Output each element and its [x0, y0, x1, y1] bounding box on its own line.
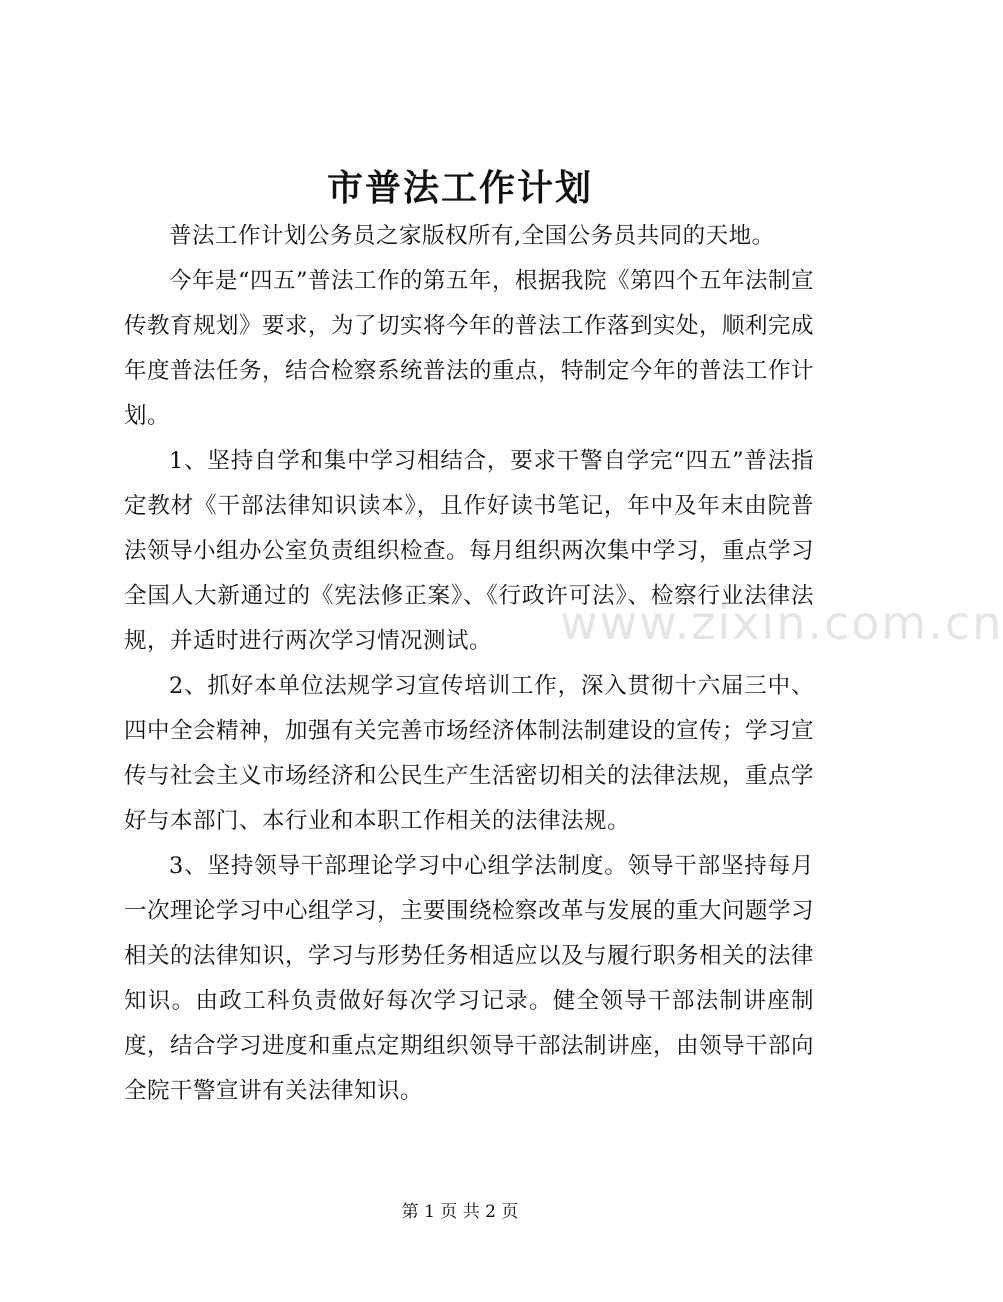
paragraph-introduction: 今年是“四五”普法工作的第五年，根据我院《第四个五年法制宣传教育规划》要求，为了切实将今年的普法工作落到实处，顺利完成年度普法任务，结合检察系统普法的重点，特制定今年的普法工作计划。 [124, 268, 815, 429]
document-body [124, 214, 814, 1114]
paragraph-copyright-note: 普法工作计划公务员之家版权所有,全国公务员共同的天地。 [169, 223, 775, 249]
page-footer: 第 1 页 共 2 页 [401, 1202, 519, 1222]
paragraph-item-3: 3、坚持领导干部理论学习中心组学法制度。领导干部坚持每月一次理论学习中心组学习，主要围绕检察改革与发展的重大问题学习相关的法律知识，学习与形势任务相适应以及与履行职务相关的法律知识。由政工科负责做好每次学习记录。健全领导干部法制讲座制度，结合学习进度和重点定期组织领导干部法制讲座，由领导干部向全院干警宣讲有关法律知识。 [124, 853, 815, 1104]
watermark: www.zixin.com.cn [560, 596, 1003, 650]
document-title: 市普法工作计划 [326, 167, 593, 209]
paragraph-item-1: 1、坚持自学和集中学习相结合，要求干警自学完“四五”普法指定教材《干部法律知识读本》，且作好读书笔记，年中及年末由院普法领导小组办公室负责组织检查。每月组织两次集中学习，重点学习全国人大新通过的《宪法修正案》、《行政许可法》、检察行业法律法规，并适时进行两次学习情况测试。 [124, 448, 815, 654]
paragraph-item-2: 2、抓好本单位法规学习宣传培训工作，深入贯彻十六届三中、四中全会精神，加强有关完善市场经济体制法制建设的宣传；学习宣传与社会主义市场经济和公民生产生活密切相关的法律法规，重点学好与本部门、本行业和本职工作相关的法律法规。 [124, 673, 815, 834]
